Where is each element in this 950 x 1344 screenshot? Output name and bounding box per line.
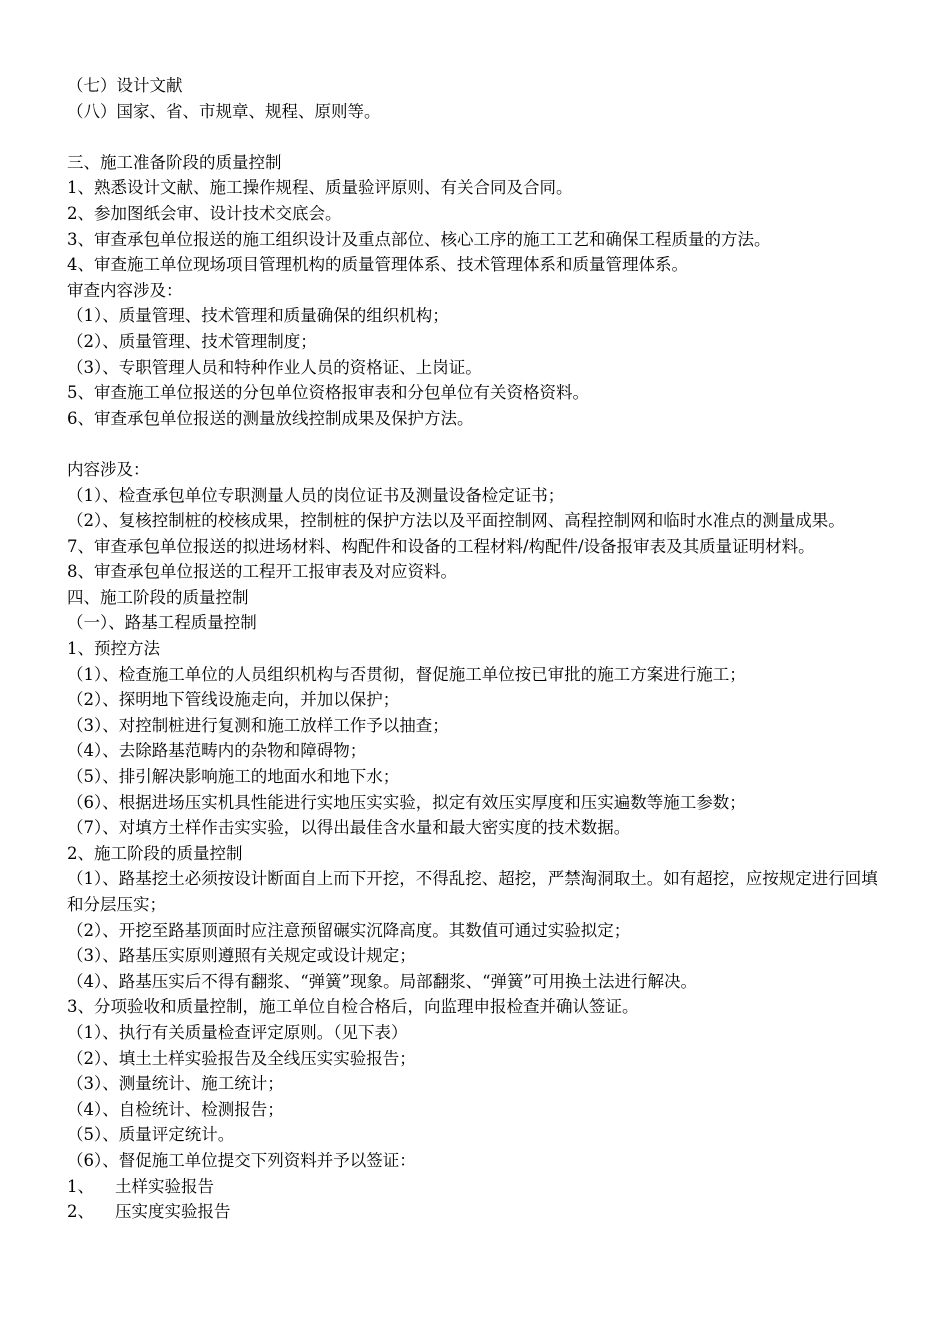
text-line: （3）、专职管理人员和特种作业人员的资格证、上岗证。: [67, 357, 482, 377]
text-line: （6）、督促施工单位提交下列资料并予以签证：: [67, 1150, 416, 1170]
text-line: （3）、路基压实原则遵照有关规定或设计规定；: [67, 946, 416, 966]
text-line: 3、分项验收和质量控制，施工单位自检合格后，向监理申报检查并确认签证。: [67, 997, 639, 1017]
text-line: （2）、填土土样实验报告及全线压实实验报告；: [67, 1048, 416, 1068]
text-line: 1、预控方法: [67, 639, 160, 659]
text-line: （八）国家、省、市规章、规程、原则等。: [67, 101, 381, 121]
text-line: （2）、复核控制桩的校核成果，控制桩的保护方法以及平面控制网、高程控制网和临时水准点的测量成果。: [67, 511, 845, 531]
text-line: （1）、检查施工单位的人员组织机构与否贯彻，督促施工单位按已审批的施工方案进行施工；: [67, 664, 746, 684]
text-line: 1、 土样实验报告: [67, 1176, 214, 1196]
blank-line: [67, 124, 887, 150]
text-line: 三、施工准备阶段的质量控制: [67, 152, 282, 172]
text-line: 4、审查施工单位现场项目管理机构的质量管理体系、技术管理体系和质量管理体系。: [67, 255, 688, 275]
text-line: 6、审查承包单位报送的测量放线控制成果及保护方法。: [67, 408, 474, 428]
text-line: （5）、排引解决影响施工的地面水和地下水；: [67, 767, 400, 787]
text-line: （1）、质量管理、技术管理和质量确保的组织机构；: [67, 306, 449, 326]
text-line: 2、 压实度实验报告: [67, 1202, 231, 1222]
text-line: （3）、对控制桩进行复测和施工放样工作予以抽查；: [67, 715, 449, 735]
text-line: 1、熟悉设计文献、施工操作规程、质量验评原则、有关合同及合同。: [67, 178, 573, 198]
text-line: 四、施工阶段的质量控制: [67, 587, 249, 607]
text-line: （1）、检查承包单位专职测量人员的岗位证书及测量设备检定证书；: [67, 485, 565, 505]
text-line: （一）、路基工程质量控制: [67, 613, 257, 633]
text-line: 5、审查施工单位报送的分包单位资格报审表和分包单位有关资格资料。: [67, 383, 589, 403]
text-line: （2）、探明地下管线设施走向，并加以保护；: [67, 690, 400, 710]
text-line: （2）、质量管理、技术管理制度；: [67, 331, 317, 351]
text-line: 7、审查承包单位报送的拟进场材料、构配件和设备的工程材料/构配件/设备报审表及其质量证明材料。: [67, 536, 815, 556]
text-line: （7）、对填方土样作击实实验，以得出最佳含水量和最大密实度的技术数据。: [67, 818, 631, 838]
text-line: （4）、路基压实后不得有翻浆、“弹簧”现象。局部翻浆、“弹簧”可用换土法进行解决。: [67, 971, 697, 991]
text-line: （1）、执行有关质量检查评定原则。（见下表）: [67, 1022, 408, 1042]
blank-line: [67, 431, 887, 457]
text-line: （5）、质量评定统计。: [67, 1125, 235, 1145]
text-line: （4）、自检统计、检测报告；: [67, 1099, 284, 1119]
text-line: 审查内容涉及：: [67, 280, 183, 300]
text-line: 2、施工阶段的质量控制: [67, 843, 243, 863]
text-line: （2）、开挖至路基顶面时应注意预留碾实沉降高度。其数值可通过实验拟定；: [67, 920, 631, 940]
text-line: 内容涉及：: [67, 459, 150, 479]
text-line: 2、参加图纸会审、设计技术交底会。: [67, 203, 342, 223]
text-line: （1）、路基挖土必须按设计断面自上而下开挖，不得乱挖、超挖，严禁淘洞取土。如有超挖，应按规定进行回填和分层压实；: [67, 869, 878, 914]
text-line: 8、审查承包单位报送的工程开工报审表及对应资料。: [67, 562, 457, 582]
text-line: 3、审查承包单位报送的施工组织设计及重点部位、核心工序的施工工艺和确保工程质量的方法。: [67, 229, 771, 249]
text-line: （3）、测量统计、施工统计；: [67, 1074, 284, 1094]
text-line: （4）、去除路基范畴内的杂物和障碍物；: [67, 741, 367, 761]
text-line: （七）设计文献: [67, 76, 183, 95]
text-line: （6）、根据进场压实机具性能进行实地压实实验，拟定有效压实厚度和压实遍数等施工参数；: [67, 792, 746, 812]
document-body: [67, 73, 887, 1225]
